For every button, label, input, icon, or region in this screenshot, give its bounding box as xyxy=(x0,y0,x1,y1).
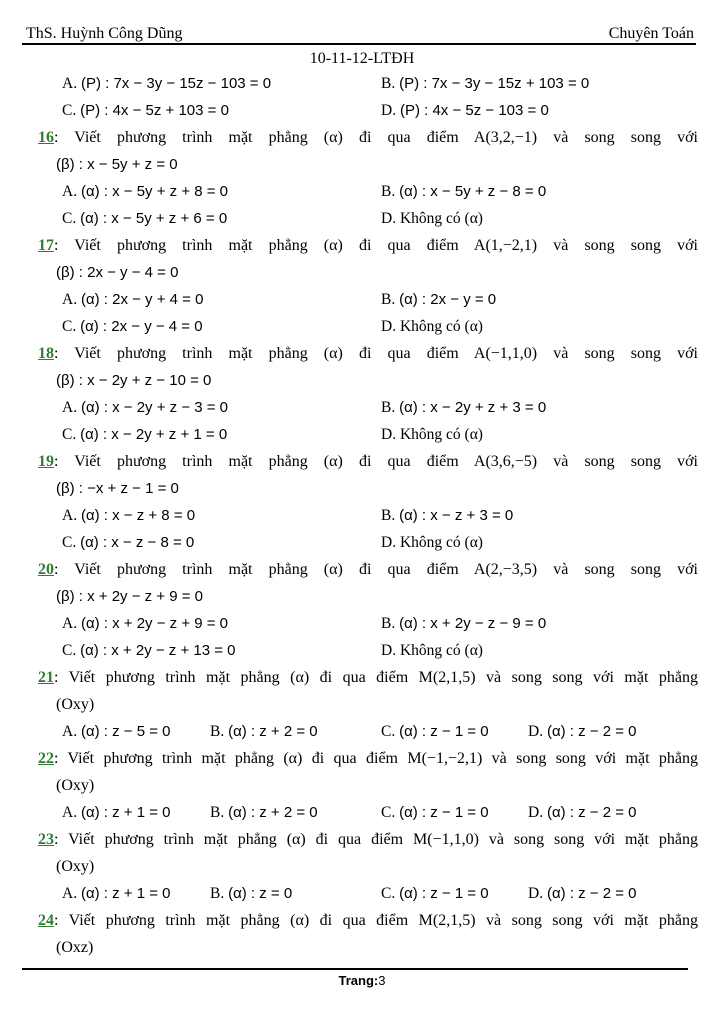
subject-name: Chuyên Toán xyxy=(608,25,694,42)
option-d xyxy=(381,421,483,448)
option-c xyxy=(381,799,489,826)
question-text-line xyxy=(38,826,698,853)
question-text-line xyxy=(38,907,698,934)
option-letter: D. xyxy=(528,804,544,821)
header-divider xyxy=(22,43,696,45)
option-text: (α) : 2x − y = 0 xyxy=(399,291,497,308)
option-b xyxy=(381,286,496,313)
question-number: 22 xyxy=(38,750,54,767)
option-text: (α) : x − 5y + z + 8 = 0 xyxy=(80,183,229,200)
option-letter: A. xyxy=(62,885,78,902)
question-reference-plane: (Oxy) xyxy=(56,858,95,875)
option-text: (α) : z − 1 = 0 xyxy=(399,804,489,821)
question-text-line xyxy=(38,232,698,259)
option-a xyxy=(62,718,171,745)
option-row xyxy=(38,70,698,97)
option-b xyxy=(210,718,318,745)
question-number: 17 xyxy=(38,237,54,254)
option-row xyxy=(38,799,698,826)
question-text: : Viết phương trình mặt phẳng (α) đi qua điểm A(3,2,−1) và song song với xyxy=(54,129,698,146)
question-text: : Viết phương trình mặt phẳng (α) đi qua điểm M(2,1,5) và song song với mặt phẳng xyxy=(54,669,698,686)
question-21 xyxy=(38,664,698,718)
question-number: 18 xyxy=(38,345,54,362)
question-23 xyxy=(38,826,698,880)
page-content xyxy=(38,70,698,961)
question-text: : Viết phương trình mặt phẳng (α) đi qua điểm A(2,−3,5) và song song với xyxy=(54,561,698,578)
option-text: (α) : x − z + 8 = 0 xyxy=(80,507,196,524)
question-text: : Viết phương trình mặt phẳng (α) đi qua điểm A(1,−2,1) và song song với xyxy=(54,237,698,254)
option-c: C. (P) : 4x − 5z + 103 = 0 xyxy=(62,102,229,119)
option-d xyxy=(381,529,483,556)
question-20 xyxy=(38,556,698,610)
option-c xyxy=(62,637,236,664)
option-letter: D. xyxy=(381,426,397,443)
question-number: 23 xyxy=(38,831,54,848)
option-letter: D. xyxy=(381,642,397,659)
option-text: (α) : x − 2y + z − 3 = 0 xyxy=(80,399,229,416)
option-c xyxy=(62,421,227,448)
option-c xyxy=(62,205,227,232)
option-letter: A. xyxy=(62,723,78,740)
option-row xyxy=(38,502,698,529)
question-24 xyxy=(38,907,698,961)
option-letter: B. xyxy=(381,399,396,416)
option-text: Không có (α) xyxy=(399,534,483,551)
question-reference-plane: (β) : −x + z − 1 = 0 xyxy=(56,480,179,497)
question-17 xyxy=(38,232,698,286)
option-text: (α) : x − 2y + z + 1 = 0 xyxy=(80,426,228,443)
option-text: (α) : z + 1 = 0 xyxy=(80,804,171,821)
option-text: Không có (α) xyxy=(399,210,483,227)
question-text: : Viết phương trình mặt phẳng (α) đi qua điểm M(2,1,5) và song song với mặt phẳng xyxy=(54,912,698,929)
option-text: Không có (α) xyxy=(399,318,483,335)
option-text: (α) : 2x − y + 4 = 0 xyxy=(80,291,204,308)
question-text-line xyxy=(38,340,698,367)
question-18 xyxy=(38,340,698,394)
option-letter: C. xyxy=(62,318,77,335)
option-letter: D. xyxy=(381,210,397,227)
question-reference-plane: (Oxy) xyxy=(56,696,95,713)
question-number: 20 xyxy=(38,561,54,578)
grade-levels: 10-11-12-LTĐH xyxy=(309,50,415,67)
option-letter: B. xyxy=(210,804,225,821)
option-text: (α) : z + 2 = 0 xyxy=(228,804,318,821)
option-row xyxy=(38,97,698,124)
question-16 xyxy=(38,124,698,178)
option-d xyxy=(528,799,637,826)
option-text: (α) : x + 2y − z + 9 = 0 xyxy=(80,615,229,632)
option-letter: A. xyxy=(62,615,78,632)
question-number: 19 xyxy=(38,453,54,470)
option-letter: B. xyxy=(381,615,396,632)
option-a xyxy=(62,286,203,313)
option-c xyxy=(381,880,489,907)
option-text: (α) : z − 1 = 0 xyxy=(399,723,489,740)
option-row xyxy=(38,313,698,340)
question-number: 16 xyxy=(38,129,54,146)
option-b: B. (P) : 7x − 3y − 15z + 103 = 0 xyxy=(381,75,590,92)
option-b xyxy=(210,799,318,826)
option-letter: C. xyxy=(381,723,396,740)
question-reference-plane: (β) : x − 5y + z = 0 xyxy=(56,156,178,173)
option-letter: A. xyxy=(62,507,78,524)
option-d xyxy=(528,880,637,907)
option-text: (α) : z + 2 = 0 xyxy=(228,723,318,740)
option-row xyxy=(38,880,698,907)
option-text: (α) : z + 1 = 0 xyxy=(80,885,171,902)
question-reference-plane: (β) : 2x − y − 4 = 0 xyxy=(56,264,179,281)
option-letter: C. xyxy=(62,426,77,443)
option-d xyxy=(528,718,637,745)
option-text: (α) : z − 5 = 0 xyxy=(80,723,171,740)
page-number: 3 xyxy=(378,973,386,988)
question-text-line xyxy=(38,124,698,151)
option-row xyxy=(38,394,698,421)
option-letter: D. xyxy=(381,534,397,551)
option-d xyxy=(381,205,483,232)
questions-block xyxy=(38,124,698,664)
option-text: (α) : z − 1 = 0 xyxy=(399,885,489,902)
question-number: 24 xyxy=(38,912,54,929)
option-row xyxy=(38,610,698,637)
option-b xyxy=(381,610,546,637)
option-text: (α) : z = 0 xyxy=(228,885,293,902)
option-letter: B. xyxy=(381,507,396,524)
option-text: (α) : x − 5y + z + 6 = 0 xyxy=(80,210,228,227)
option-b xyxy=(381,394,546,421)
option-letter: B. xyxy=(381,291,396,308)
question-text: : Viết phương trình mặt phẳng (α) đi qua điểm M(−1,−2,1) và song song với mặt phẳng xyxy=(54,750,698,767)
option-text: (α) : z − 2 = 0 xyxy=(546,723,637,740)
question-text-line xyxy=(38,448,698,475)
option-row xyxy=(38,286,698,313)
option-a: A. (P) : 7x − 3y − 15z − 103 = 0 xyxy=(62,75,272,92)
option-text: (α) : x + 2y − z − 9 = 0 xyxy=(399,615,547,632)
question-text: : Viết phương trình mặt phẳng (α) đi qua điểm A(−1,1,0) và song song với xyxy=(54,345,698,362)
option-row xyxy=(38,178,698,205)
option-row xyxy=(38,718,698,745)
question-reference-plane: (Oxz) xyxy=(56,939,94,956)
option-row xyxy=(38,421,698,448)
option-c xyxy=(62,529,194,556)
footer-divider xyxy=(22,968,688,970)
option-b xyxy=(381,178,546,205)
option-text: (α) : z − 2 = 0 xyxy=(546,804,637,821)
questions-block-2 xyxy=(38,664,698,961)
option-row xyxy=(38,529,698,556)
question-text-line xyxy=(38,556,698,583)
question-number: 21 xyxy=(38,669,54,686)
option-text: (α) : x − z + 3 = 0 xyxy=(399,507,514,524)
option-letter: D. xyxy=(528,885,544,902)
option-a xyxy=(62,178,228,205)
option-letter: D. xyxy=(381,318,397,335)
question-text: : Viết phương trình mặt phẳng (α) đi qua điểm A(3,6,−5) và song song với xyxy=(54,453,698,470)
question-reference-plane: (β) : x + 2y − z + 9 = 0 xyxy=(56,588,204,605)
option-letter: A. xyxy=(62,291,78,308)
option-d xyxy=(381,637,483,664)
option-letter: A. xyxy=(62,183,78,200)
option-text: Không có (α) xyxy=(399,642,483,659)
question-text-line xyxy=(38,664,698,691)
question-reference-plane: (β) : x − 2y + z − 10 = 0 xyxy=(56,372,212,389)
option-letter: B. xyxy=(381,183,396,200)
question-19 xyxy=(38,448,698,502)
option-letter: C. xyxy=(62,210,77,227)
option-c xyxy=(62,313,203,340)
option-text: (α) : x − 2y + z + 3 = 0 xyxy=(399,399,547,416)
option-letter: A. xyxy=(62,804,78,821)
page-footer xyxy=(0,973,724,988)
option-letter: C. xyxy=(381,885,396,902)
option-row xyxy=(38,637,698,664)
option-text: (α) : x + 2y − z + 13 = 0 xyxy=(80,642,236,659)
option-a xyxy=(62,799,171,826)
option-row xyxy=(38,205,698,232)
option-text: (α) : x − 5y + z − 8 = 0 xyxy=(399,183,547,200)
author-name: ThS. Huỳnh Công Dũng xyxy=(26,25,183,42)
option-c xyxy=(381,718,489,745)
option-text: (α) : 2x − y − 4 = 0 xyxy=(80,318,203,335)
option-d: D. (P) : 4x − 5z − 103 = 0 xyxy=(381,102,549,119)
option-letter: C. xyxy=(381,804,396,821)
option-letter: B. xyxy=(210,723,225,740)
option-letter: D. xyxy=(528,723,544,740)
option-text: (α) : x − z − 8 = 0 xyxy=(80,534,195,551)
question-text-line xyxy=(38,745,698,772)
option-letter: B. xyxy=(210,885,225,902)
question-22 xyxy=(38,745,698,799)
option-d xyxy=(381,313,483,340)
page-label: Trang: xyxy=(338,973,379,988)
option-a xyxy=(62,880,171,907)
option-letter: A. xyxy=(62,399,78,416)
option-letter: C. xyxy=(62,642,77,659)
option-a xyxy=(62,502,195,529)
option-b xyxy=(210,880,292,907)
option-a xyxy=(62,394,228,421)
option-a xyxy=(62,610,228,637)
option-b xyxy=(381,502,513,529)
option-text: (α) : z − 2 = 0 xyxy=(546,885,637,902)
option-text: Không có (α) xyxy=(399,426,483,443)
question-text: : Viết phương trình mặt phẳng (α) đi qua điểm M(−1,1,0) và song song với mặt phẳng xyxy=(54,831,698,848)
question-reference-plane: (Oxy) xyxy=(56,777,95,794)
option-letter: C. xyxy=(62,534,77,551)
